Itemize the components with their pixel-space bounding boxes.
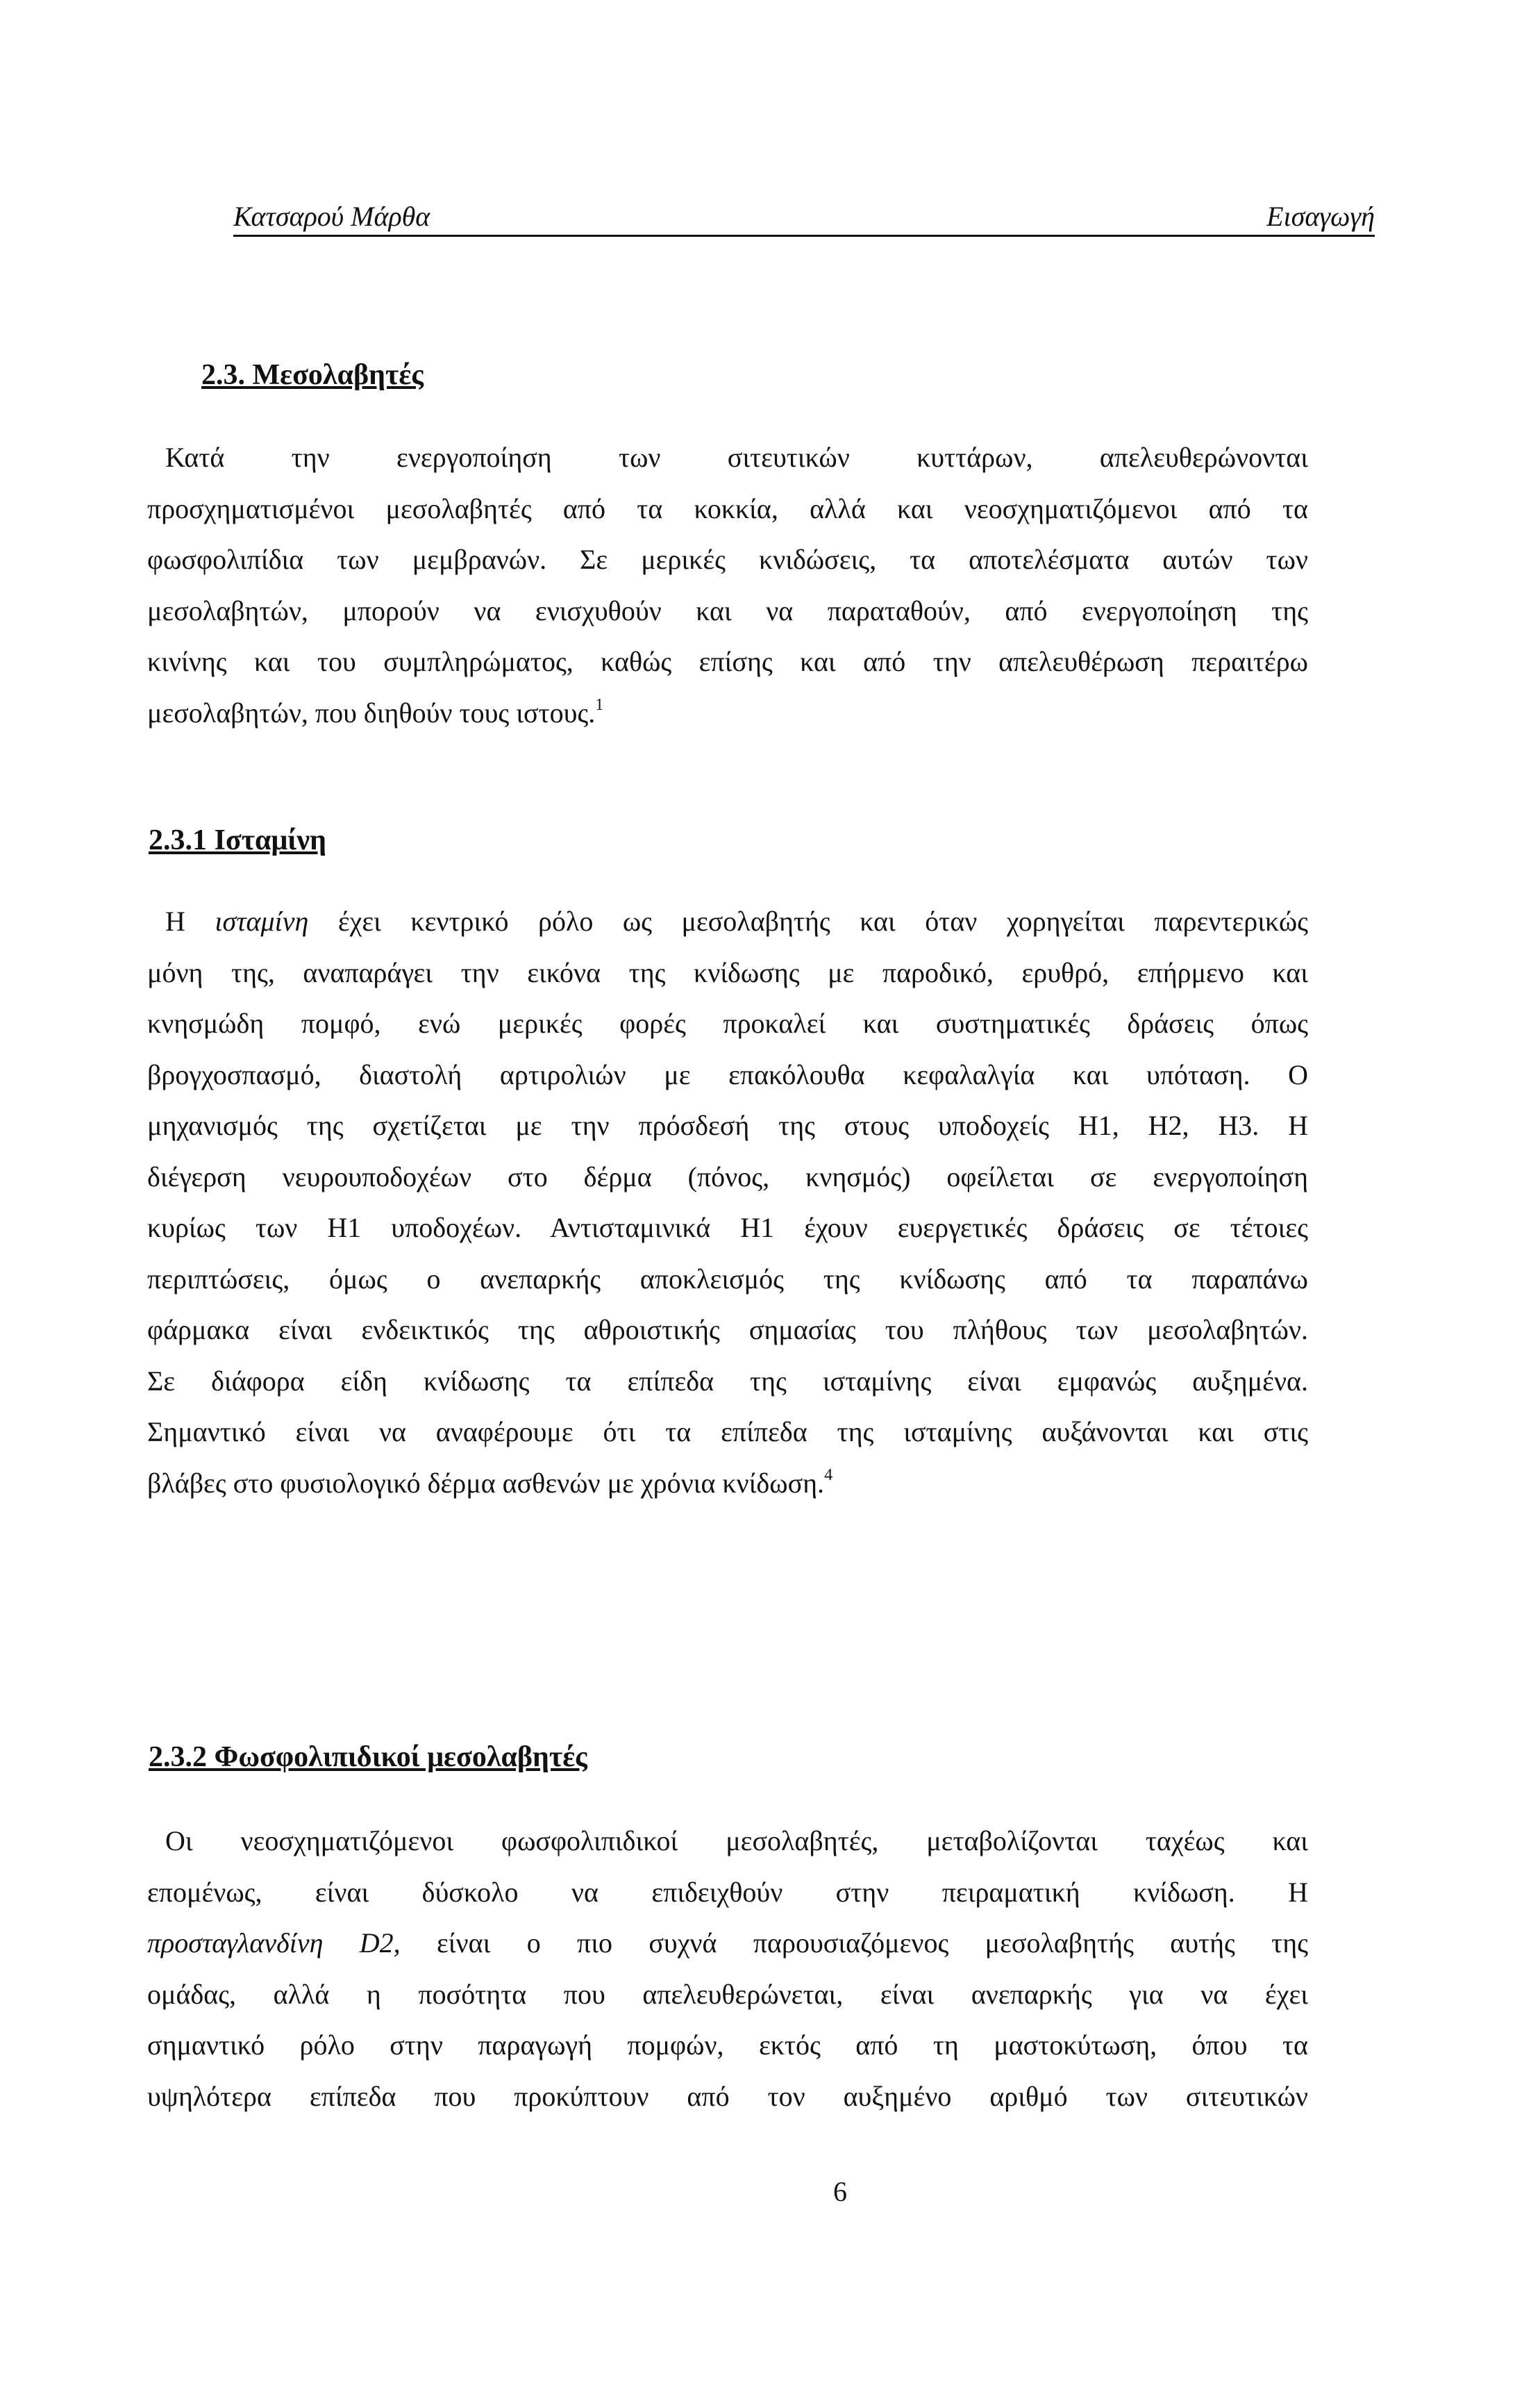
text-line: κνησμώδη πομφό, ενώ μερικές φορές προκαλεί και συστηματικές δράσεις όπως: [147, 1008, 1308, 1039]
section-heading-2-3-1: 2.3.1 Ισταμίνη: [149, 824, 326, 856]
text-line: ομάδας, αλλά η ποσότητα που απελευθερώνεται, είναι ανεπαρκής για να έχει: [147, 1978, 1308, 2010]
text-line: [147, 1458, 1308, 1509]
text-line: επομένως, είναι δύσκολο να επιδειχθούν στην πειραματική κνίδωση. Η: [147, 1876, 1308, 1908]
text-line: υψηλότερα επίπεδα που προκύπτουν από τον αυξημένο αριθμό των σιτευτικών: [147, 2080, 1308, 2112]
citation-ref: 1: [595, 695, 604, 714]
text-line: κυρίως των Η1 υποδοχέων. Αντισταμινικά Η1 έχουν ευεργετικές δράσεις σε τέτοιες: [147, 1212, 1308, 1243]
text-line: Οι νεοσχηματιζόμενοι φωσφολιπιδικοί μεσολαβητές, μεταβολίζονται ταχέως και: [165, 1825, 1308, 1856]
text-line: Σημαντικό είναι να αναφέρουμε ότι τα επίπεδα της ισταμίνης αυξάνονται και στις: [147, 1416, 1308, 1447]
running-header: [233, 199, 1375, 237]
text-line: κινίνης και του συμπληρώματος, καθώς επίσης και από την απελευθέρωση περαιτέρω: [147, 646, 1308, 677]
text-line: βρογχοσπασμό, διαστολή αρτιρολιών με επακόλουθα κεφαλαλγία και υπόταση. Ο: [147, 1058, 1308, 1090]
section-heading-2-3-2: 2.3.2 Φωσφολιπιδικοί μεσολαβητές: [149, 1741, 587, 1773]
section-heading-2-3: 2.3. Μεσολαβητές: [201, 359, 424, 391]
text-line: [147, 896, 1308, 947]
text-line: περιπτώσεις, όμως ο ανεπαρκής αποκλεισμός της κνίδωσης από τα παραπάνω: [147, 1263, 1308, 1295]
text-line: μόνη της, αναπαράγει την εικόνα της κνίδωσης με παροδικό, ερυθρό, επήρμενο και: [147, 956, 1308, 988]
text-segment: Η: [165, 906, 215, 937]
text-line: [147, 688, 1308, 739]
text-line: φάρμακα είναι ενδεικτικός της αθροιστικής σημασίας του πλήθους των μεσολαβητών.: [147, 1314, 1308, 1345]
text-line: μεσολαβητών, μπορούν να ενισχυθούν και να παραταθούν, από ενεργοποίηση της: [147, 594, 1308, 626]
text-line: σημαντικό ρόλο στην παραγωγή πομφών, εκτός από τη μαστοκύτωση, όπου τα: [147, 2029, 1308, 2061]
text-line: [147, 1918, 1308, 1969]
text-segment: βλάβες στο φυσιολογικό δέρμα ασθενών με χρόνια κνίδωση.: [147, 1467, 825, 1499]
page-number: 6: [833, 2176, 847, 2207]
paragraph-phospholipid-mediators: [147, 1815, 1308, 2122]
text-segment: έχει κεντρικό ρόλο ως μεσολαβητής και όταν χορηγείται παρεντερικώς: [308, 906, 1308, 937]
text-line: προσχηματισμένοι μεσολαβητές από τα κοκκία, αλλά και νεοσχηματιζόμενοι από τα: [147, 492, 1308, 524]
header-author: Κατσαρού Μάρθα: [233, 201, 430, 232]
text-segment: είναι ο πιο συχνά παρουσιαζόμενος μεσολαβητής αυτής της: [400, 1927, 1309, 1959]
italic-term-prostaglandin: προσταγλανδίνη D2,: [147, 1927, 401, 1959]
italic-term-histamine: ισταμίνη: [215, 906, 309, 937]
paragraph-mediators: [147, 432, 1308, 738]
text-line: φωσφολιπίδια των μεμβρανών. Σε μερικές κνιδώσεις, τα αποτελέσματα αυτών των: [147, 544, 1308, 575]
text-line: Σε διάφορα είδη κνίδωσης τα επίπεδα της ισταμίνης είναι εμφανώς αυξημένα.: [147, 1365, 1308, 1397]
text-line: διέγερση νευρουποδοχέων στο δέρμα (πόνος, κνησμός) οφείλεται σε ενεργοποίηση: [147, 1161, 1308, 1192]
header-section: Εισαγωγή: [1266, 201, 1375, 232]
text-line: μηχανισμός της σχετίζεται με την πρόσδεσή της στους υποδοχείς Η1, Η2, Η3. Η: [147, 1110, 1308, 1141]
paragraph-histamine: [147, 896, 1308, 1508]
citation-ref: 4: [824, 1465, 833, 1484]
text-segment: μεσολαβητών, που διηθούν τους ιστους.: [147, 697, 596, 729]
text-line: Κατά την ενεργοποίηση των σιτευτικών κυττάρων, απελευθερώνονται: [165, 442, 1308, 473]
